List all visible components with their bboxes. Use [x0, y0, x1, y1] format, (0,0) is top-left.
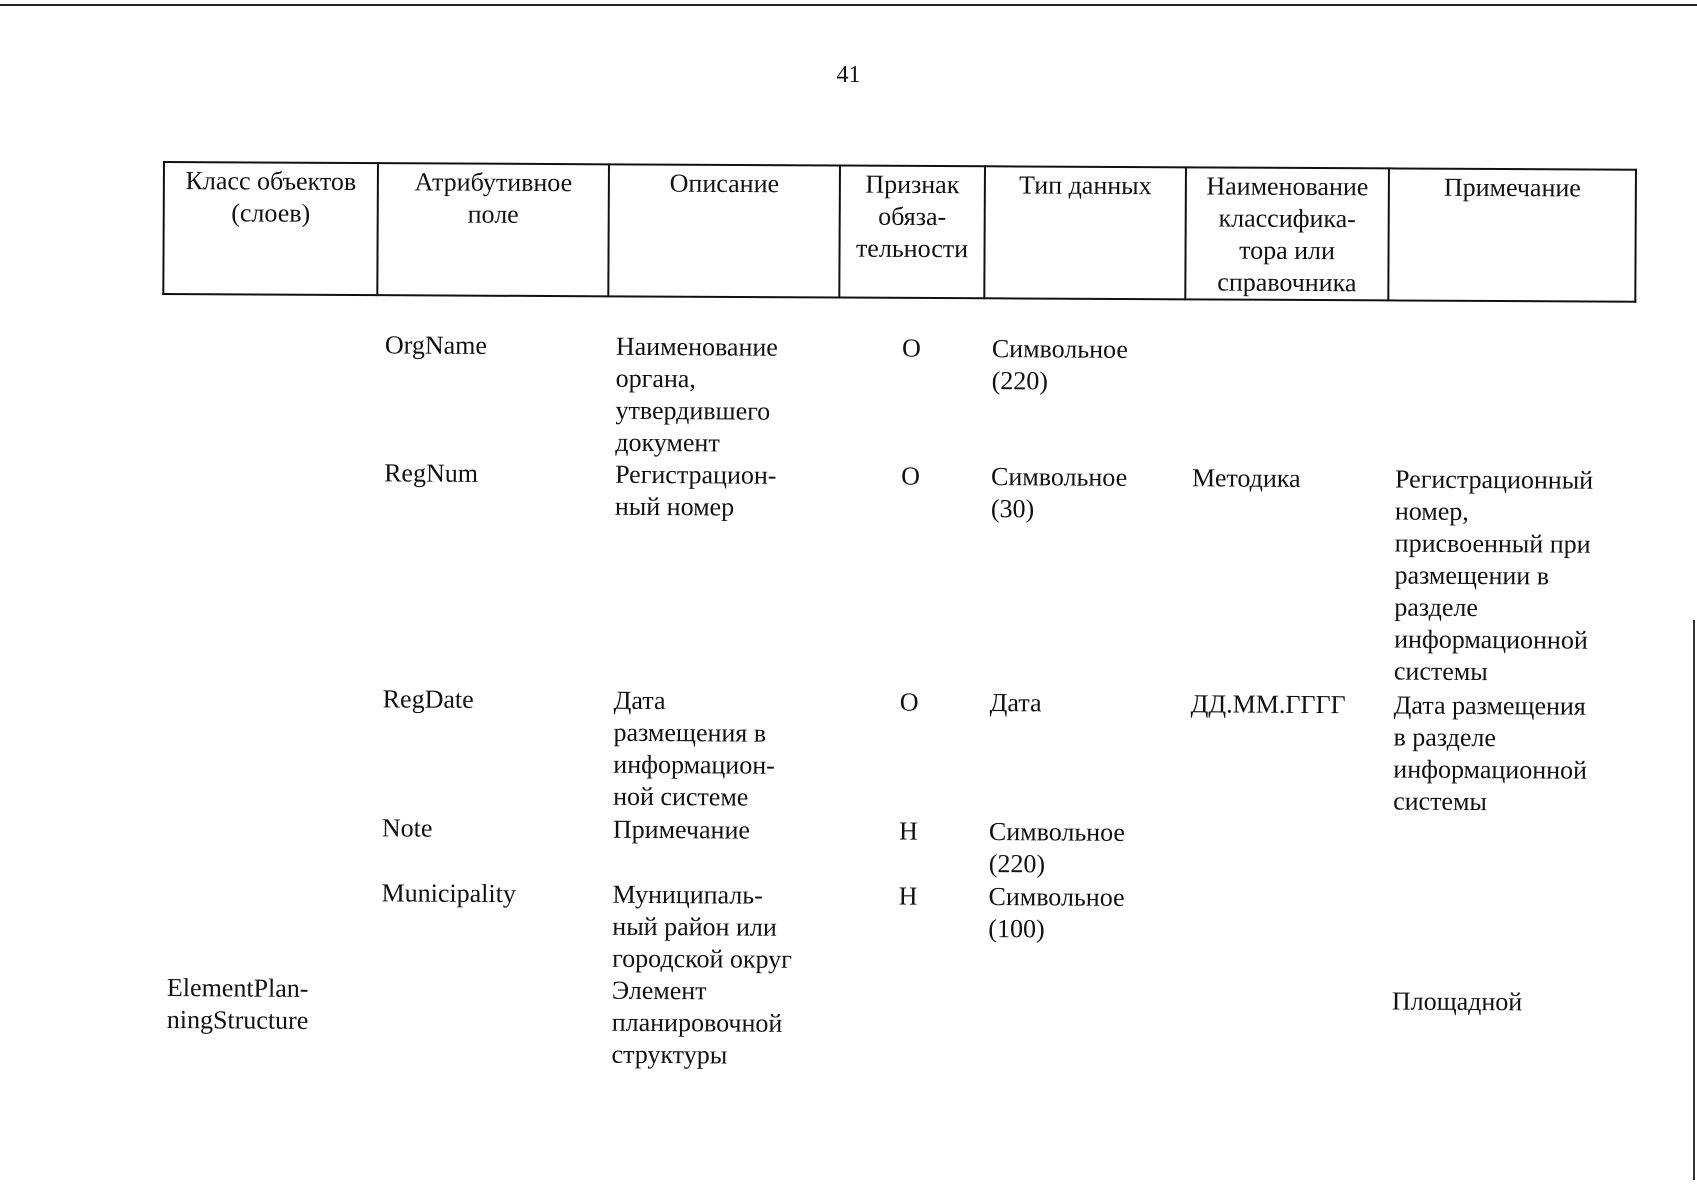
cell-type: Символьное (220): [991, 334, 1129, 396]
cell-classifier: Методика: [1192, 463, 1301, 493]
cell-field: RegNum: [384, 458, 479, 488]
table-row: [160, 682, 1633, 820]
cell-required: О: [899, 687, 919, 717]
cell-type: Символьное (220): [988, 817, 1126, 879]
column-header-note: Примечание: [1388, 168, 1636, 301]
column-header-type: Тип данных: [984, 166, 1186, 299]
column-header-required: Признак обяза- тельности: [839, 166, 985, 299]
cell-type: Дата: [989, 688, 1042, 718]
table-row: [161, 456, 1634, 691]
cell-class: [160, 811, 374, 877]
page-number: 41: [836, 62, 861, 88]
cell-description: Примечание: [612, 814, 751, 845]
cell-class: ElementPlan- ningStructure: [166, 973, 309, 1035]
cell-description: Дата размещения в информацион- ной системе: [613, 685, 775, 812]
cell-classifier: ДД.ММ.ГГГГ: [1190, 689, 1346, 720]
cell-description: Наименование органа, утвердившего документ: [615, 331, 778, 458]
cell-required: Н: [898, 816, 918, 846]
cell-classifier: [1182, 817, 1385, 883]
cell-description: Регистрацион- ный номер: [614, 459, 777, 522]
cell-required: [834, 976, 980, 1077]
cell-class: [162, 328, 377, 457]
cell-type: Символьное (100): [988, 882, 1125, 944]
table-header: [162, 161, 1637, 303]
table-row: [158, 972, 1631, 1081]
cell-note: [1387, 335, 1635, 465]
cell-type: Символьное (30): [990, 462, 1128, 524]
column-header-classifier: Наименование классифика- тора или справочника: [1185, 167, 1389, 300]
cell-class: [160, 682, 375, 812]
cell-note: Дата размещения в разделе информационной системы: [1393, 690, 1588, 817]
cell-classifier: [1180, 978, 1384, 1079]
cell-required: Н: [898, 881, 918, 911]
cell-field: Municipality: [381, 878, 516, 909]
cell-class: [159, 876, 374, 973]
cell-required: О: [901, 461, 921, 491]
column-header-description: Описание: [608, 164, 840, 297]
cell-class: [161, 456, 376, 683]
table-row: [162, 328, 1635, 465]
cell-required: О: [901, 333, 921, 363]
table-row: [160, 811, 1632, 885]
cell-note: [1385, 818, 1632, 885]
top-border-line: [0, 4, 1697, 6]
cell-classifier: [1181, 882, 1385, 979]
column-header-field: Атрибутивное поле: [377, 163, 609, 296]
cell-field: RegDate: [382, 684, 474, 714]
table-row: [159, 876, 1632, 981]
right-edge-line: [1693, 620, 1695, 1180]
cell-type: [979, 977, 1181, 1078]
cell-note: Площадной: [1391, 986, 1523, 1017]
table-body: [158, 328, 1635, 1081]
cell-field: Note: [381, 813, 433, 843]
header-row: [163, 162, 1636, 302]
cell-field: OrgName: [384, 330, 488, 360]
cell-note: [1384, 883, 1632, 981]
column-header-class: Класс объектов (слоев): [163, 162, 378, 295]
cell-description: Элемент планировочной структуры: [611, 975, 783, 1070]
cell-classifier: [1184, 334, 1388, 463]
cell-description: Муниципаль- ный район или городской округ: [612, 879, 792, 974]
cell-note: Регистрационный номер, присвоенный при размещении в разделе информационной системы: [1393, 464, 1594, 687]
cell-field: [372, 973, 604, 1074]
